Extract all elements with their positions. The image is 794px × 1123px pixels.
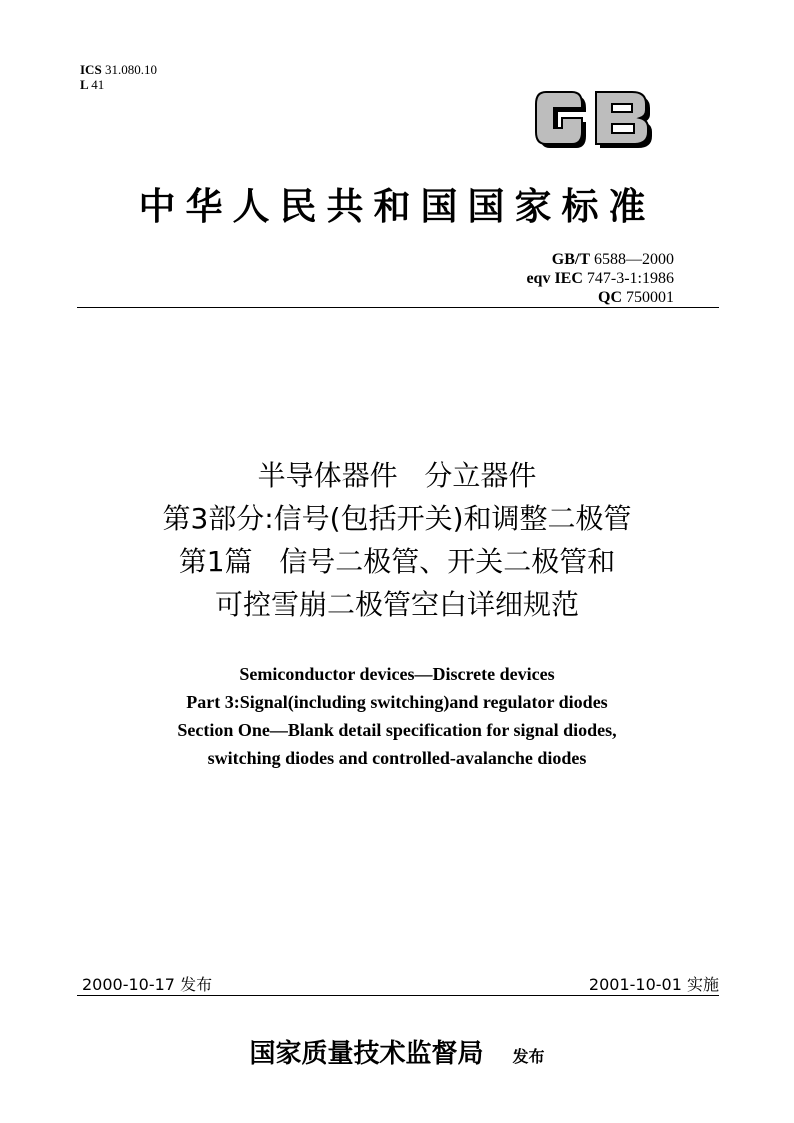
classification-codes xyxy=(80,62,157,92)
publisher-name: 国家质量技术监督局 xyxy=(249,1039,484,1069)
publisher-block xyxy=(0,1033,794,1070)
l-value: 41 xyxy=(91,77,105,92)
header-divider xyxy=(77,307,719,308)
publish-label: 发布 xyxy=(512,1047,545,1066)
national-standard-title: 中华人民共和国国家标准 xyxy=(138,184,656,228)
english-title xyxy=(0,660,794,772)
footer-divider xyxy=(77,995,719,996)
qc-label: QC xyxy=(598,289,622,306)
implementation-label: 实施 xyxy=(686,975,719,994)
standard-code-block xyxy=(526,250,674,307)
cn-title-line-2: 第3部分:信号(包括开关)和调整二极管 xyxy=(162,502,632,535)
issue-date-block xyxy=(82,972,212,995)
gbt-line xyxy=(526,250,674,269)
issue-label: 发布 xyxy=(180,975,213,994)
ics-line xyxy=(80,62,157,77)
l-line xyxy=(80,77,157,92)
l-label: L xyxy=(80,77,88,92)
gb-emblem-icon xyxy=(532,80,672,152)
cn-title-line-3: 第1篇 信号二极管、开关二极管和 xyxy=(178,545,616,578)
ics-value: 31.080.10 xyxy=(104,62,157,77)
en-title-line-1: Semiconductor devices—Discrete devices xyxy=(239,664,555,684)
en-title-line-3: Section One—Blank detail specification for signal diodes, xyxy=(177,720,617,740)
implementation-date-block xyxy=(589,972,719,995)
eqv-label: eqv IEC xyxy=(526,270,583,287)
qc-value: 750001 xyxy=(626,289,674,306)
issue-date: 2000-10-17 xyxy=(82,975,175,994)
en-title-line-4: switching diodes and controlled-avalanche diodes xyxy=(207,748,587,768)
en-title-line-2: Part 3:Signal(including switching)and regulator diodes xyxy=(186,692,608,712)
cn-title-line-4: 可控雪崩二极管空白详细规范 xyxy=(214,588,579,621)
gbt-value: 6588—2000 xyxy=(594,251,674,268)
gbt-label: GB/T xyxy=(551,251,590,268)
cn-title-line-1: 半导体器件 分立器件 xyxy=(257,459,537,492)
implementation-date: 2001-10-01 xyxy=(588,975,682,994)
eqv-line xyxy=(526,269,674,288)
chinese-title xyxy=(0,454,794,626)
ics-label: ICS xyxy=(80,62,102,77)
qc-line xyxy=(526,288,674,307)
eqv-value: 747-3-1:1986 xyxy=(586,270,674,287)
